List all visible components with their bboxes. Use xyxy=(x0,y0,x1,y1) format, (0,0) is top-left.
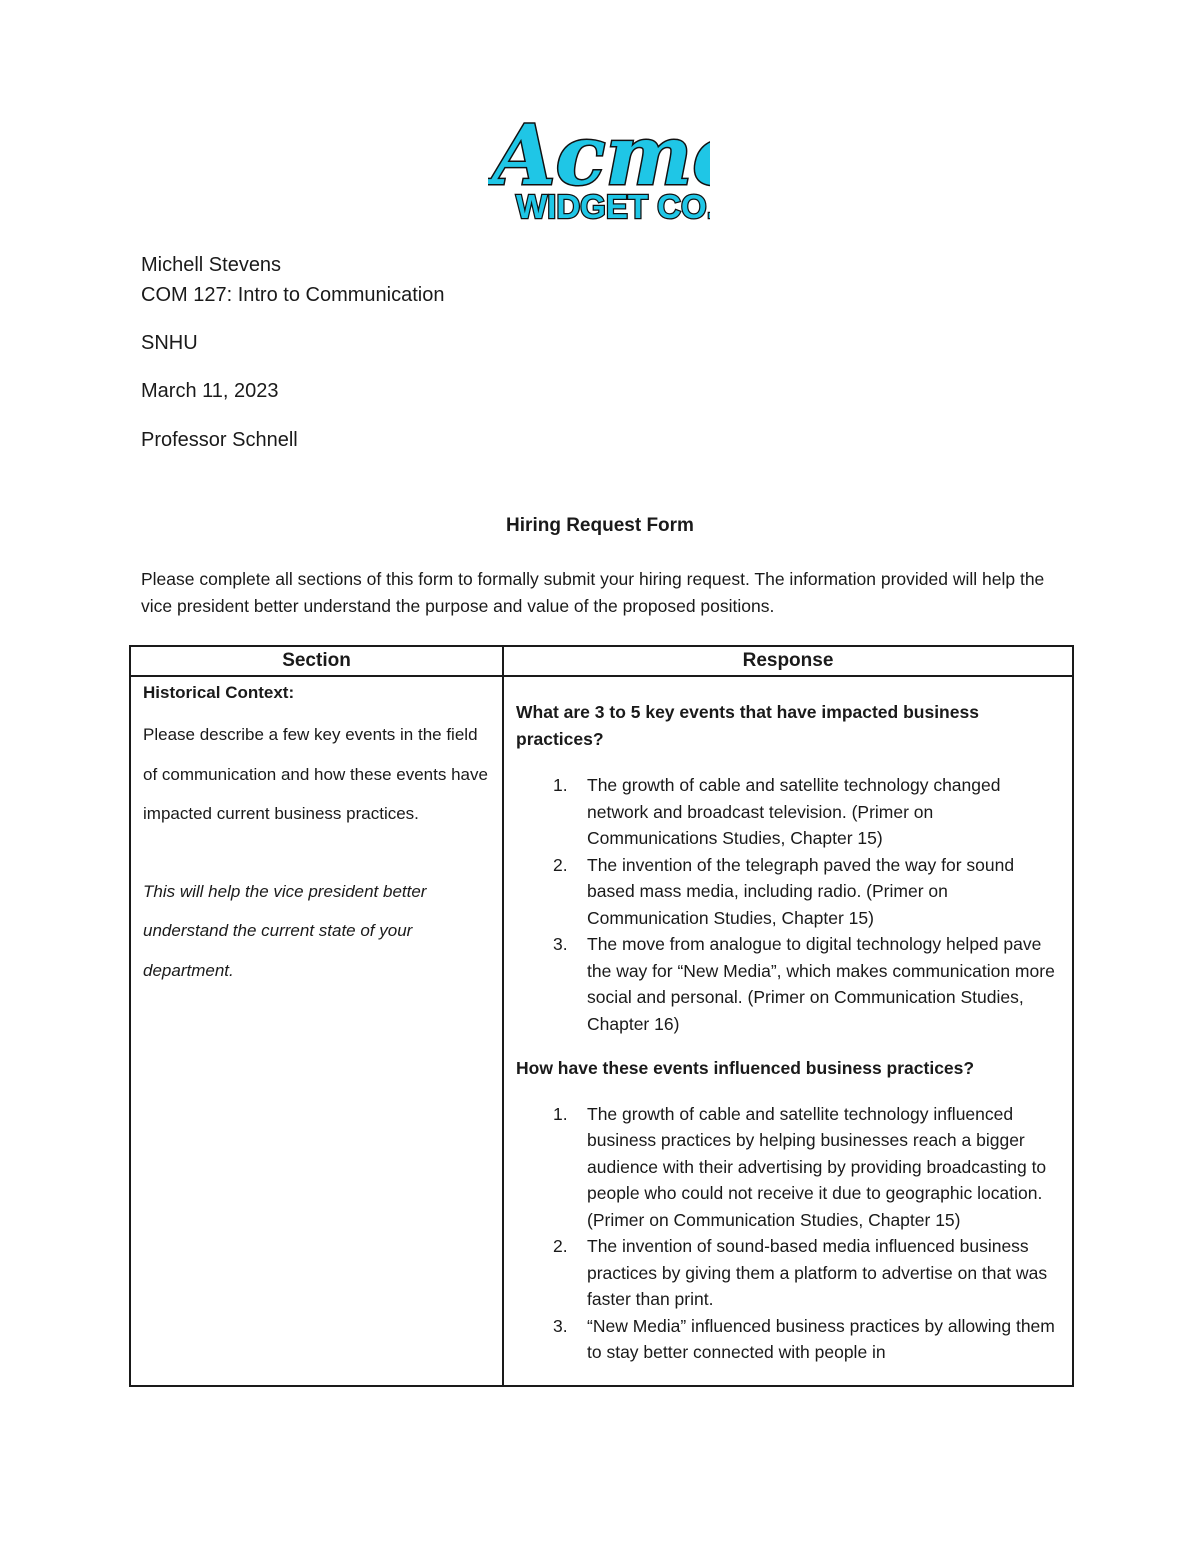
historical-context-description: Please describe a few key events in the field of communication and how these events have impacted current business practices. xyxy=(143,725,488,823)
acme-logo xyxy=(488,108,710,226)
list-item-text: The move from analogue to digital technology helped pave the way for “New Media”, which makes communication more social and personal. (Primer on Communication Studies, Chapter 16) xyxy=(587,934,1055,1034)
author-name: Michell Stevens xyxy=(141,254,282,276)
list-number: 2. xyxy=(553,854,568,875)
form-title: Hiring Request Form xyxy=(506,515,694,536)
section-cell xyxy=(130,676,503,1386)
list-item-text: “New Media” influenced business practices by allowing them to stay better connected with people in xyxy=(587,1315,1055,1362)
key-events-list xyxy=(516,772,1058,1037)
list-number: 2. xyxy=(553,1236,568,1256)
logo-script-text: Acm xyxy=(492,108,693,204)
form-intro: Please complete all sections of this form to formally submit your hiring request. The information provided will help the vice president better understand the purpose and value of the proposed positions. xyxy=(141,569,1045,616)
school-name: SNHU xyxy=(141,332,198,354)
list-item-text: The invention of sound-based media influenced business practices by giving them a platform to advertise on that was faster than print. xyxy=(587,1236,1048,1309)
list-item xyxy=(516,1101,1058,1234)
list-item xyxy=(516,1233,1058,1313)
section-column-header: Section xyxy=(130,646,503,676)
list-number: 3. xyxy=(553,934,568,954)
list-item xyxy=(516,772,1058,852)
list-item xyxy=(516,852,1058,932)
logo-sub-text: WIDGET CO. xyxy=(516,188,710,225)
historical-context-note: This will help the vice president better understand the current state of your department. xyxy=(143,881,427,980)
question-influence: How have these events influenced business practices? xyxy=(516,1058,975,1078)
question-key-events: What are 3 to 5 key events that have impacted business practices? xyxy=(516,702,979,749)
list-item-text: The growth of cable and satellite technology changed network and broadcast television. (Primer on Communications Studies, Chapter 15) xyxy=(587,775,1001,848)
course-title: COM 127: Intro to Communication xyxy=(141,284,445,306)
response-column-header: Response xyxy=(503,646,1073,676)
hiring-request-table xyxy=(129,645,1074,1387)
list-item xyxy=(516,1313,1058,1366)
list-number: 1. xyxy=(553,1103,568,1124)
table-row xyxy=(130,676,1073,1386)
list-item-text: The invention of the telegraph paved the way for sound based mass media, including radio. (Primer on Communication Studies, Chapter 15) xyxy=(587,854,1015,928)
list-item xyxy=(516,931,1058,1037)
historical-context-heading: Historical Context: xyxy=(143,683,295,702)
professor-name: Professor Schnell xyxy=(141,429,298,451)
list-number: 3. xyxy=(553,1315,568,1336)
document-date: March 11, 2023 xyxy=(141,380,279,402)
table-header-row xyxy=(130,646,1073,676)
list-item-text: The growth of cable and satellite technology influenced business practices by helping businesses reach a bigger audience with their advertising by providing broadcasting to people who could not receive it due to geographic location. (Primer on Communication Studies, Chapter 15) xyxy=(587,1103,1047,1230)
influences-list xyxy=(516,1101,1058,1366)
response-cell xyxy=(503,676,1073,1386)
list-number: 1. xyxy=(553,775,568,795)
